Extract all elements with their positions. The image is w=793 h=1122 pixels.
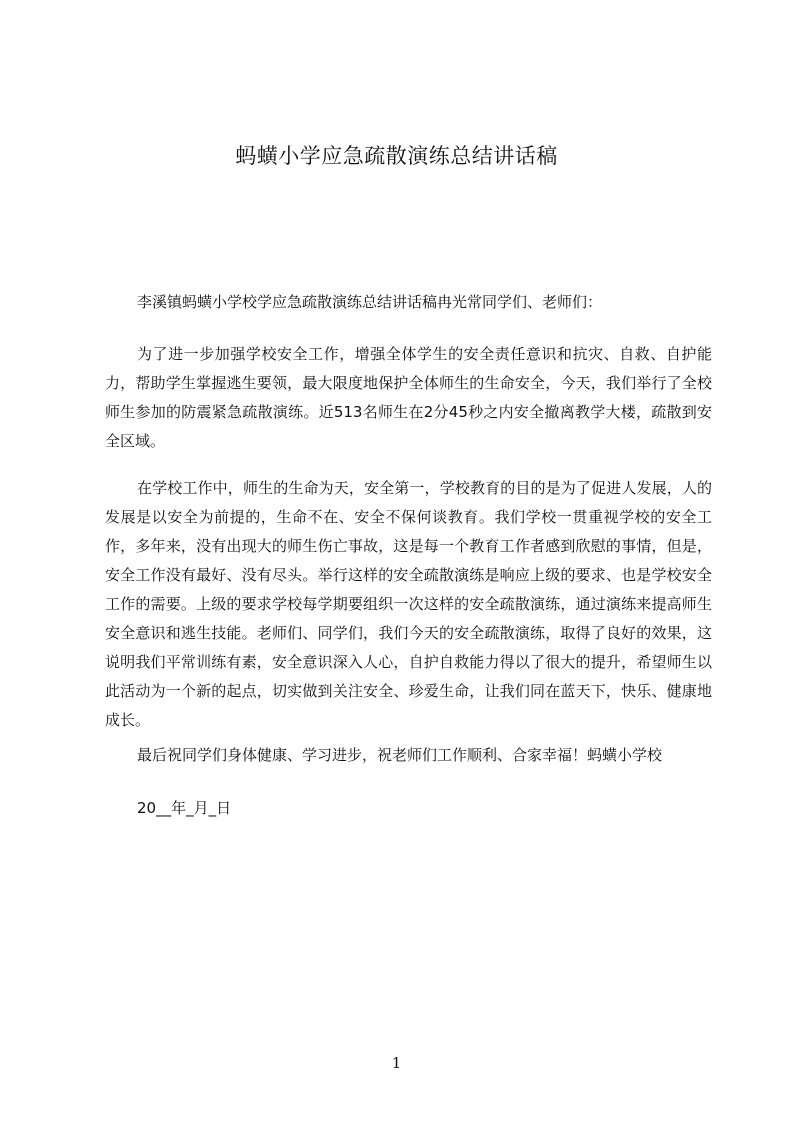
body-paragraph-2: 在学校工作中，师生的生命为天，安全第一，学校教育的目的是为了促进人发展，人的发展是以安全为前提的，生命不在、安全不保何谈教育。我们学校一贯重视学校的安全工作，多年来，没有出现大的师生伤亡事故，这是每一个教育工作者感到欣慰的事情，但是，安全工作没有最好、没有尽头。举行这样的安全疏散演练是响应上级的要求、也是学校安全工作的需要。上级的要求学校每学期要组织一次这样的安全疏散演练，通过演练来提高师生安全意识和逃生技能。老师们、同学们，我们今天的安全疏散演练，取得了良好的效果，这说明我们平常训练有素，安全意识深入人心，自护自救能力得以了很大的提升，希望师生以此活动为一个新的起点，切实做到关注安全、珍爱生命，让我们同在蓝天下，快乐、健康地成长。 bbox=[105, 479, 712, 729]
salutation-line: 李溪镇蚂蟥小学校学应急疏散演练总结讲话稿冉光常同学们、老师们： bbox=[137, 293, 603, 311]
body-paragraph-1: 为了进一步加强学校安全工作，增强全体学生的安全责任意识和抗灾、自救、自护能力，帮助学生掌握逃生要领，最大限度地保护全体师生的生命安全，今天，我们举行了全校师生参加的防震紧急疏散演练。近513名师生在2分45秒之内安全撤离教学大楼，疏散到安全区域。 bbox=[105, 345, 712, 450]
date-line: 20__年_月_日 bbox=[137, 799, 232, 817]
document-title: 蚂蟥小学应急疏散演练总结讲话稿 bbox=[235, 144, 558, 168]
page-number: 1 bbox=[391, 1054, 402, 1072]
closing-line: 最后祝同学们身体健康、学习进步，祝老师们工作顺利、合家幸福！蚂蟥小学校 bbox=[137, 746, 663, 764]
